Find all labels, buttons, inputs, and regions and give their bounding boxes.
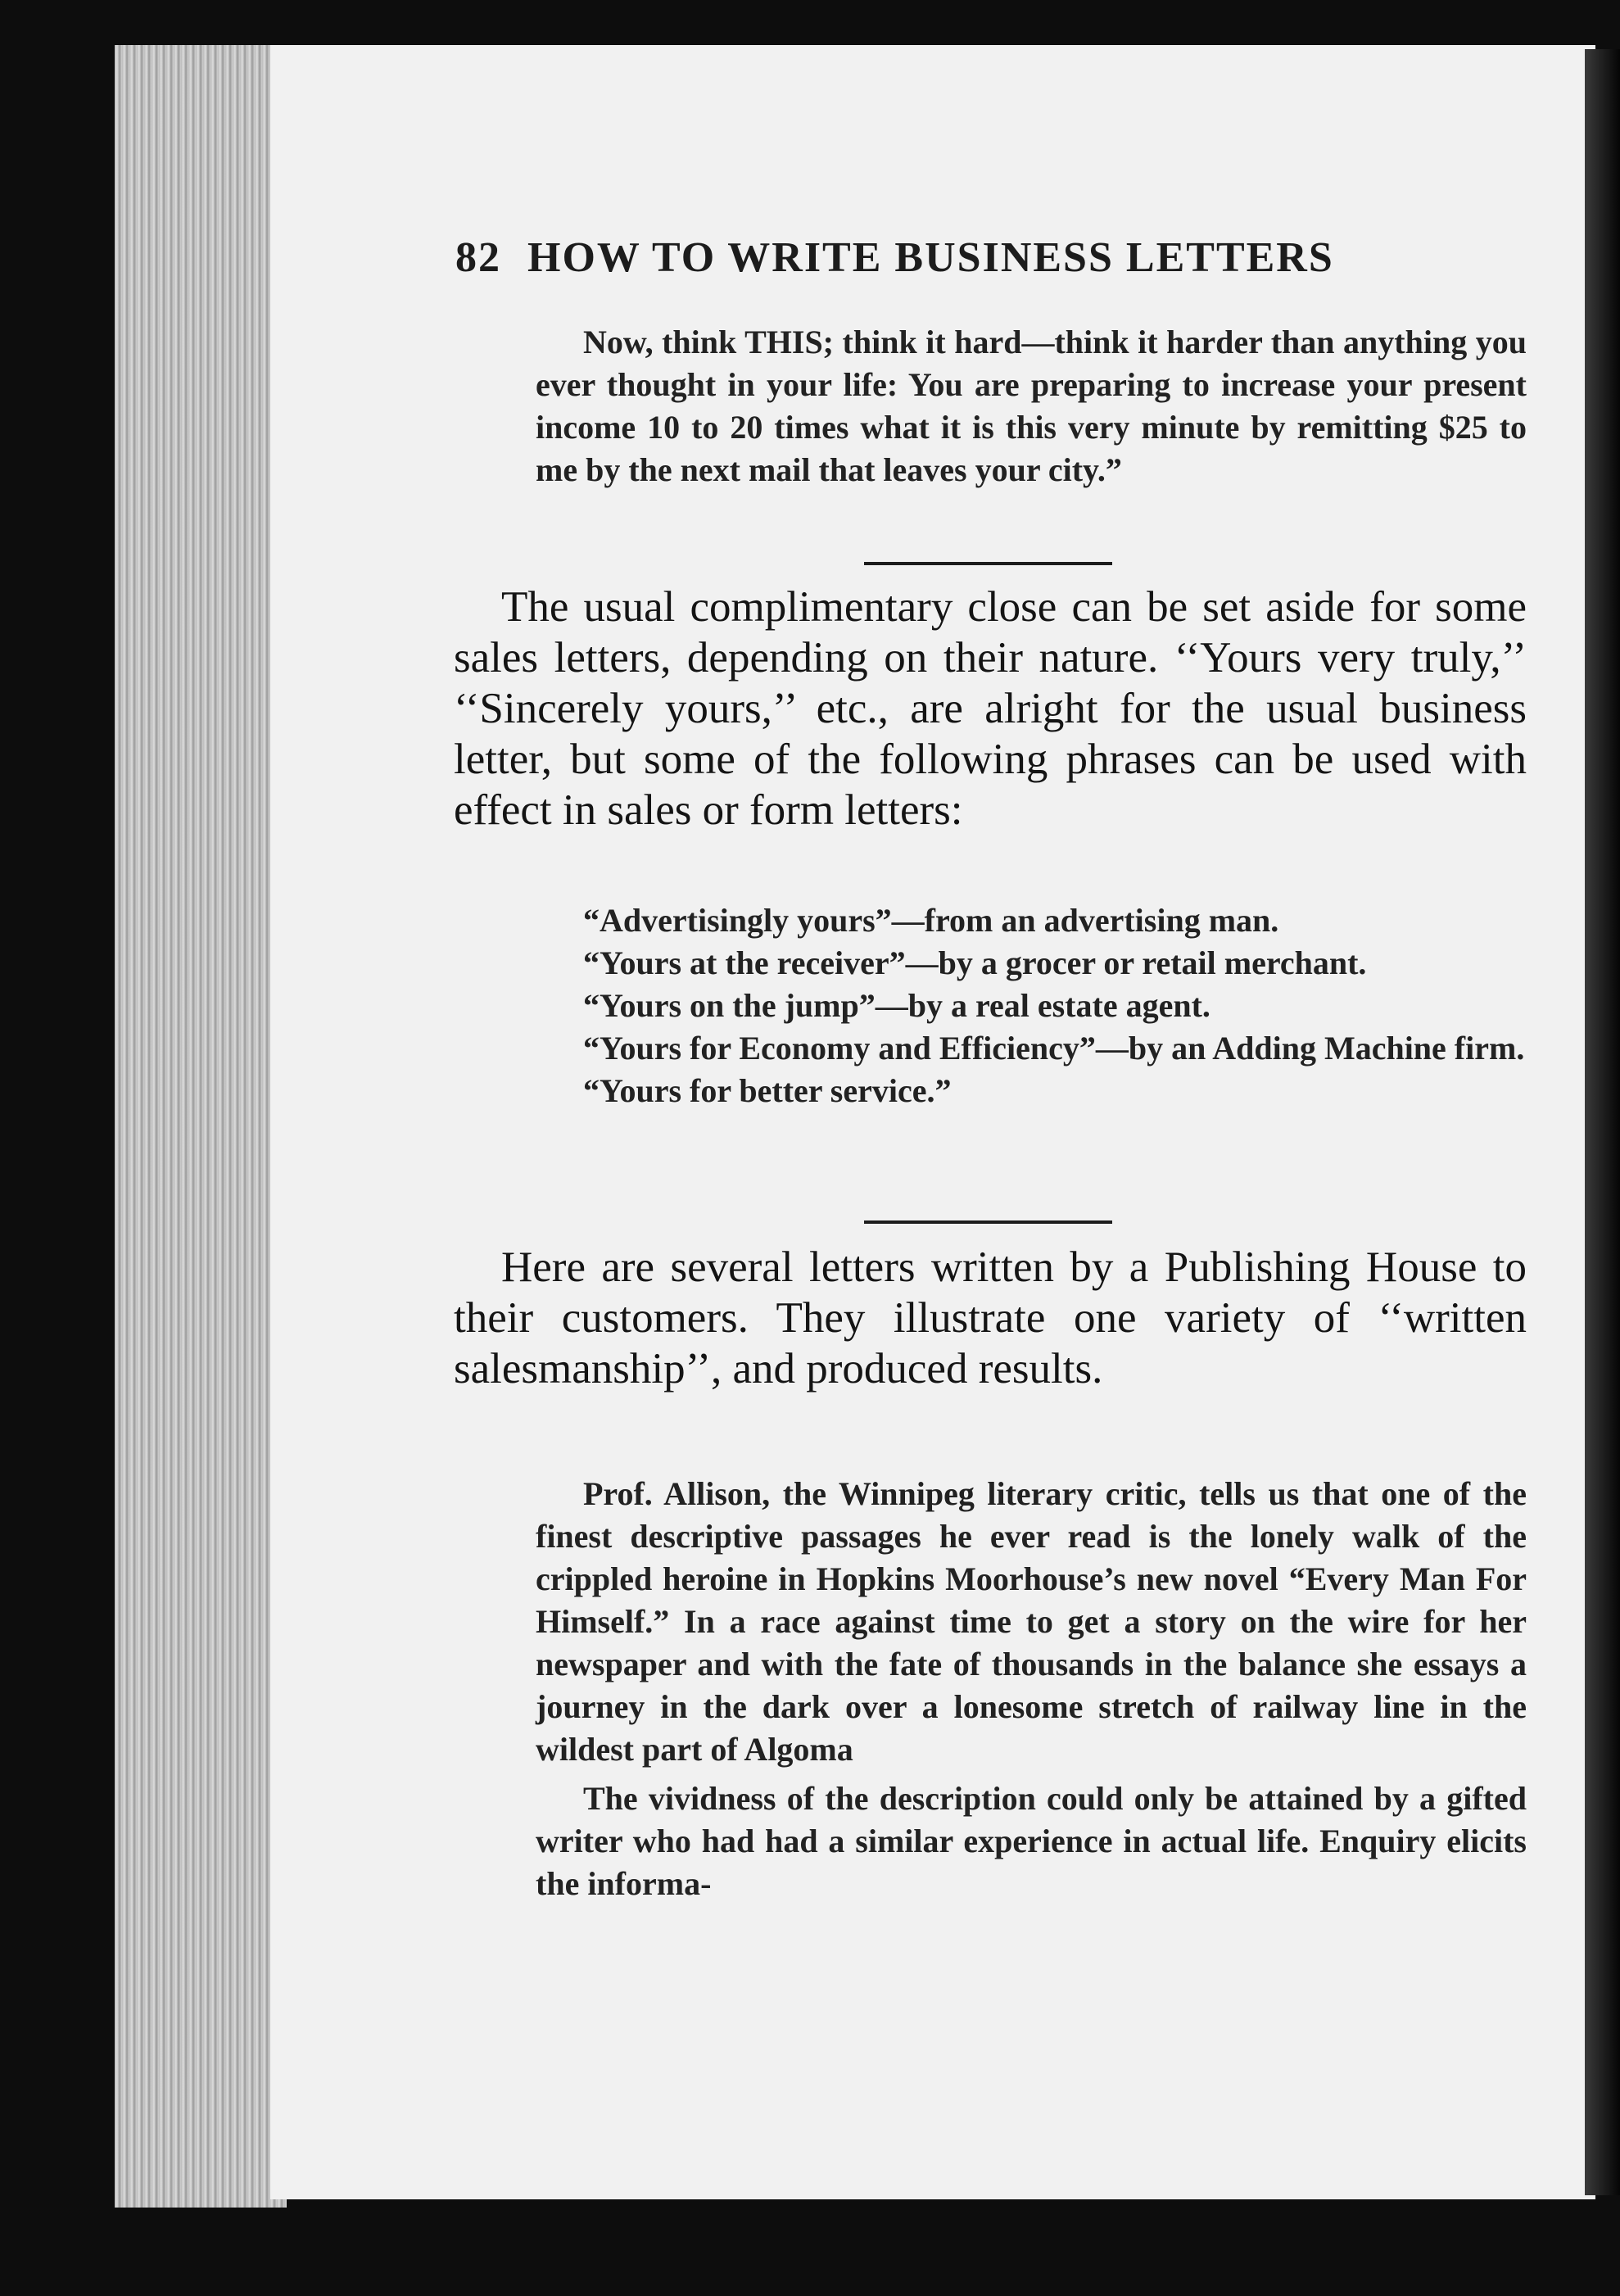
list-item: “Yours for better service.” (583, 1072, 952, 1109)
letter-paragraph-2: The vividness of the description could only be attained by a gifted writer who had had a similar experience in actual life. Enquiry elicits the informa- (536, 1780, 1527, 1902)
running-header (455, 233, 1422, 282)
letter-paragraph-1: Prof. Allison, the Winnipeg literary critic, tells us that one of the finest descriptive passages he ever read is the lonely walk of the crippled heroine in Hopkins Moorhouse’s new novel “Every Man For Himself.” In a race against time to get a story on the wire for her newspaper and with the fate of thousands in the balance she essays a journey in the dark over a lonesome stretch of railway line in the wildest part of Algoma (536, 1475, 1527, 1768)
section-divider-1 (864, 562, 1112, 565)
page-edge (115, 45, 287, 2208)
quote-text: Now, think THIS; think it hard—think it harder than anything you ever thought in your life: You are preparing to increase your present income 10 to 20 times what it is this very minute by remitting $25 to me by the next mail that leaves your city.” (536, 324, 1527, 488)
closing-phrases-list (536, 899, 1527, 1112)
letter-block (536, 1473, 1527, 1905)
paragraph-text: Here are several letters written by a Publishing House to their customers. They illustrate one variety of ‘‘written salesmanship’’, and produced results. (454, 1243, 1527, 1393)
paragraph-complimentary-close (454, 582, 1527, 836)
page-number: 82 (455, 234, 501, 281)
section-divider-2 (864, 1220, 1112, 1224)
list-item: “Yours at the receiver”—by a grocer or retail merchant. (583, 944, 1367, 981)
paragraph-text: The usual complimentary close can be set aside for some sales letters, depending on their nature. ‘‘Yours very truly,’’ ‘‘Sincerely yours,’’ etc., are alright for the usual business letter, but some of the following phrases can be used with effect in sales or form letters: (454, 583, 1527, 834)
list-item: “Yours for Economy and Efficiency”—by an Adding Machine firm. (583, 1030, 1525, 1066)
list-item: “Yours on the jump”—by a real estate agent. (583, 987, 1210, 1024)
quote-block (536, 321, 1527, 491)
running-title: HOW TO WRITE BUSINESS LETTERS (527, 234, 1334, 281)
list-item: “Advertisingly yours”—from an advertising man. (583, 902, 1279, 939)
paragraph-publishing-house (454, 1242, 1527, 1394)
binding-shadow (1585, 49, 1620, 2195)
